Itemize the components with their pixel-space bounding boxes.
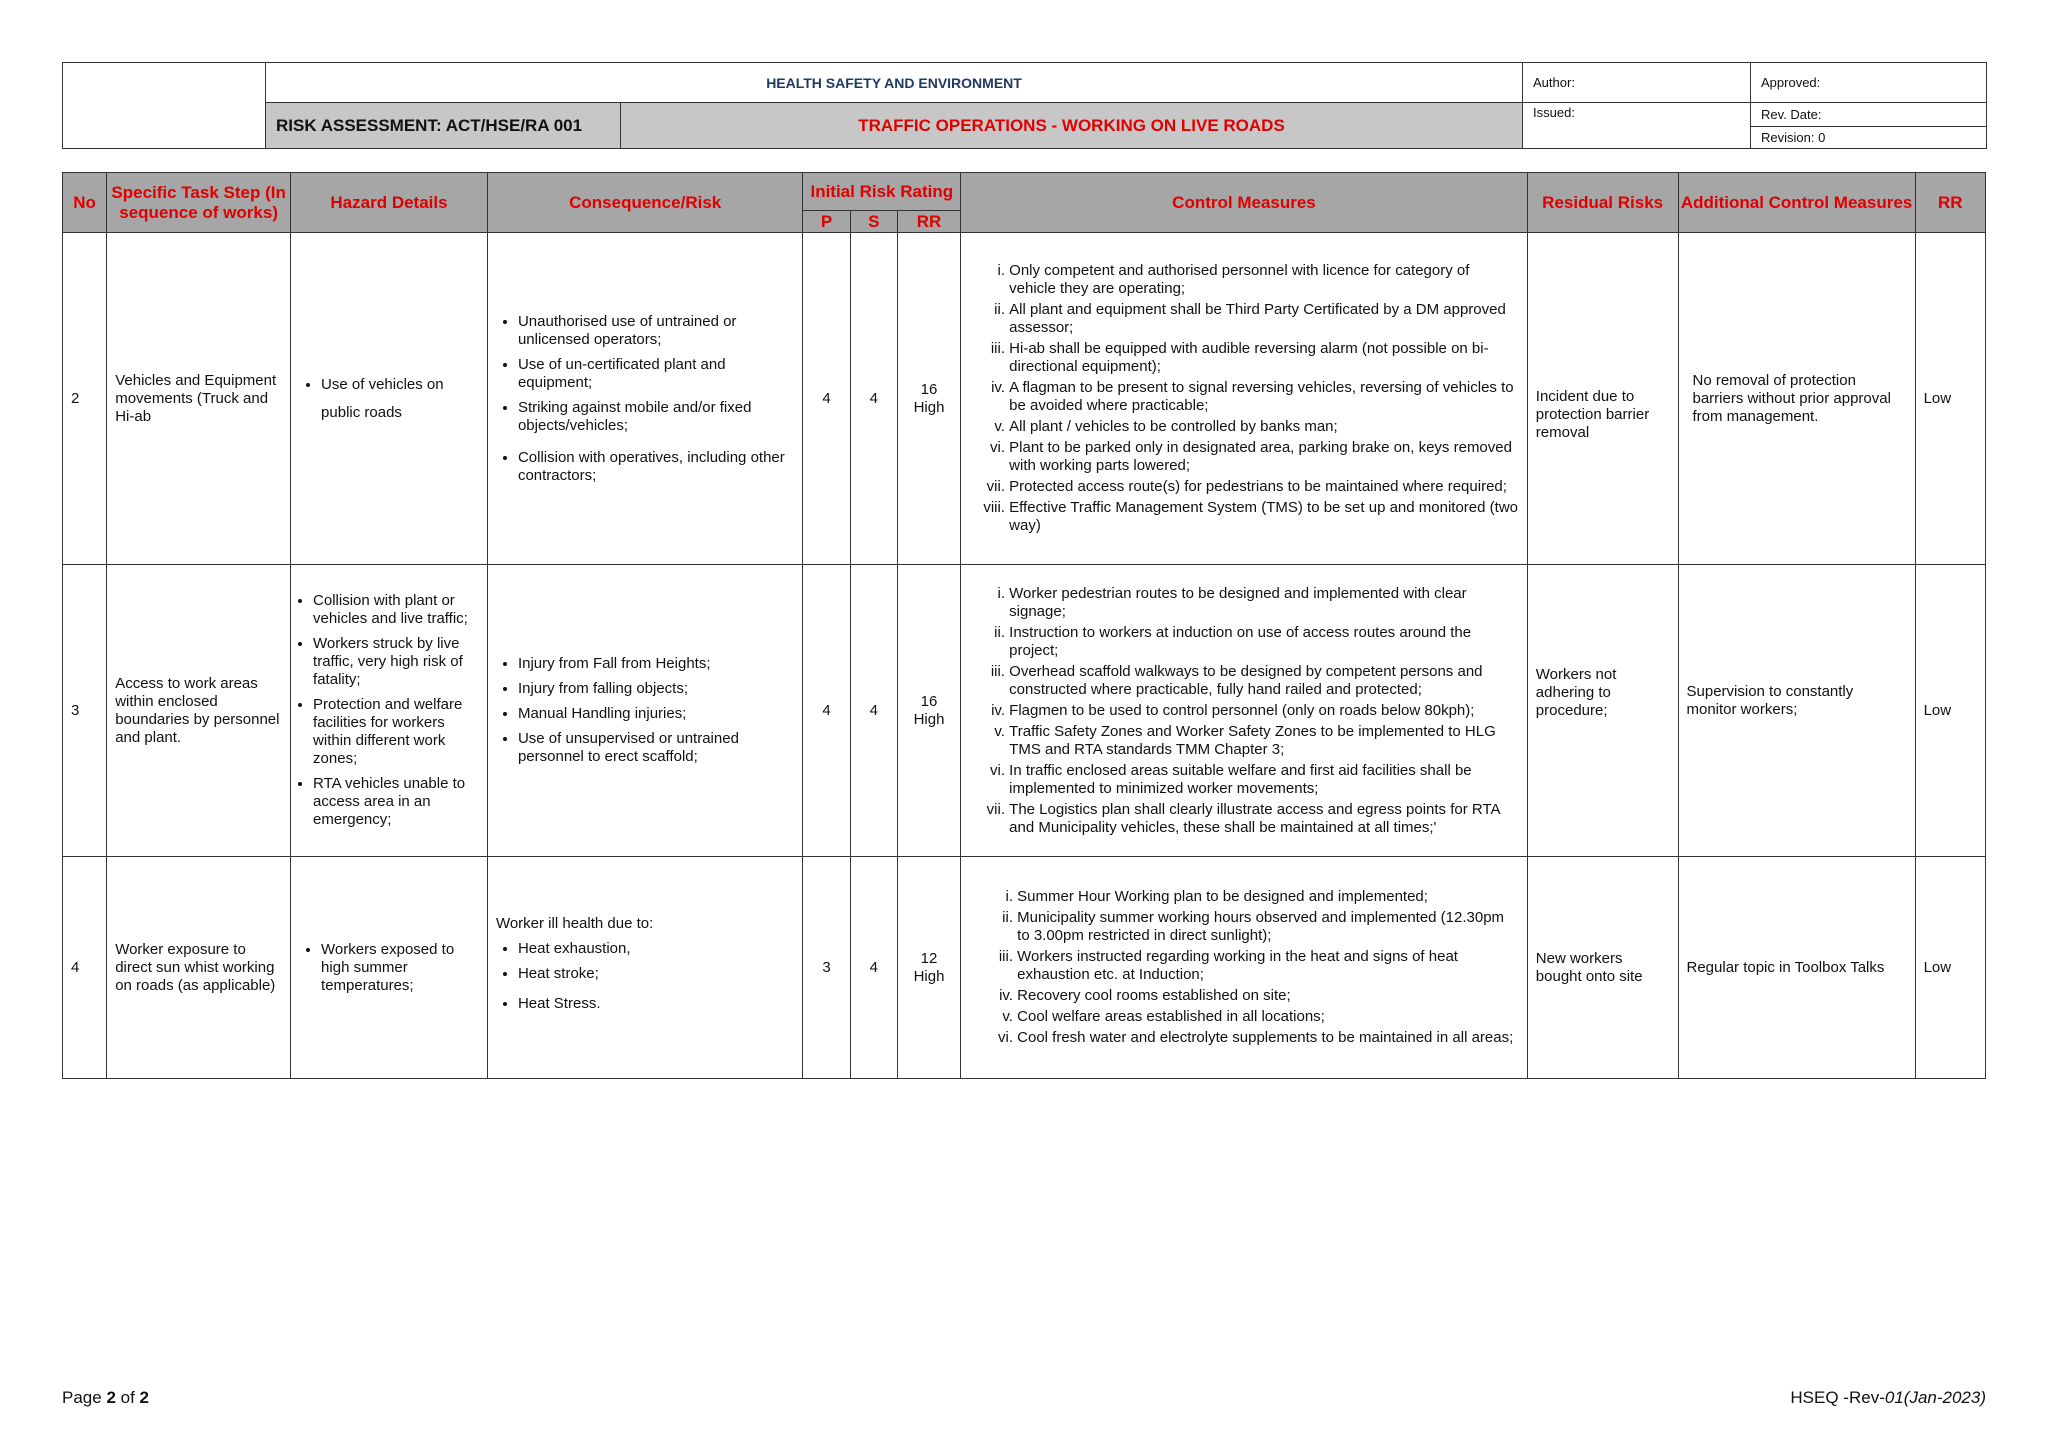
residual-rating: Low [1915, 233, 1985, 565]
hazard-item: • Protection and welfare facilities for workers within different work zones; [313, 696, 479, 768]
department-title: HEALTH SAFETY AND ENVIRONMENT [266, 63, 1523, 103]
risk-rating-level: High [913, 710, 945, 728]
hazard-item: • Workers struck by live traffic, very high risk of fatality; [313, 635, 479, 689]
consequence-item: • Use of unsupervised or untrained personnel to erect scaffold; [518, 730, 794, 766]
control-item: v. All plant / vehicles to be controlled by banks man; [1009, 418, 1519, 436]
risk-rating-value: 16 [920, 380, 938, 398]
consequence-item: • Heat Stress. [518, 995, 794, 1013]
additional-control: Regular topic in Toolbox Talks [1678, 857, 1915, 1079]
control-measures [961, 565, 1528, 857]
additional-control [1678, 233, 1915, 565]
consequence-item: • Manual Handling injuries; [518, 705, 794, 723]
risk-rating-value: 12 [920, 949, 938, 967]
page-prefix: Page [62, 1388, 107, 1407]
consequence-item: • Injury from Fall from Heights; [518, 655, 794, 673]
severity: 4 [850, 233, 897, 565]
control-item: ii. Instruction to workers at induction on use of access routes around the project; [1009, 624, 1519, 660]
issued-field: Issued: [1523, 103, 1751, 149]
table-row [63, 857, 1986, 1079]
risk-rating [897, 565, 960, 857]
document-header [62, 62, 1987, 149]
control-item: i. Only competent and authorised personnel with licence for category of vehicle they are operating; [1009, 262, 1519, 298]
consequence-item: • Use of un-certificated plant and equipment; [518, 356, 794, 392]
task-step: Access to work areas within enclosed boundaries by personnel and plant. [107, 565, 291, 857]
table-row [63, 233, 1986, 565]
control-item: iv. Recovery cool rooms established on site; [1017, 987, 1519, 1005]
page-number [62, 1388, 149, 1408]
risk-rating [897, 857, 960, 1079]
consequence-item: • Heat exhaustion, [518, 940, 794, 958]
probability: 3 [803, 857, 850, 1079]
control-measures [961, 233, 1528, 565]
hazard-item: • Use of vehicles on public roads [321, 371, 479, 427]
col-s: S [850, 211, 897, 233]
revision-field: Revision: 0 [1751, 126, 1987, 148]
control-item: i. Summer Hour Working plan to be designed and implemented; [1017, 888, 1519, 906]
consequence-item: • Unauthorised use of untrained or unlicensed operators; [518, 313, 794, 349]
code-prefix: HSEQ -Rev- [1790, 1388, 1885, 1407]
consequence-item: • Heat stroke; [518, 965, 794, 983]
control-item: i. Worker pedestrian routes to be designed and implemented with clear signage; [1009, 585, 1519, 621]
control-item: v. Cool welfare areas established in all locations; [1017, 1008, 1519, 1026]
risk-assessment-ref: RISK ASSESSMENT: ACT/HSE/RA 001 [266, 103, 621, 149]
page-total: 2 [139, 1388, 149, 1407]
consequence-risk [487, 857, 802, 1079]
consequence-intro: Worker ill health due to: [495, 915, 654, 932]
control-item: vi. Plant to be parked only in designated area, parking brake on, keys removed with working parts lowered; [1009, 439, 1519, 475]
col-no: No [63, 173, 107, 233]
col-hazard: Hazard Details [291, 173, 488, 233]
control-item: iii. Workers instructed regarding working in the heat and signs of heat exhaustion etc. at Induction; [1017, 948, 1519, 984]
severity: 4 [850, 857, 897, 1079]
risk-rating [897, 233, 960, 565]
risk-rating-level: High [913, 967, 945, 985]
control-item: ii. Municipality summer working hours observed and implemented (12.30pm to 3.00pm restricted in direct sunlight); [1017, 909, 1519, 945]
col-additional: Additional Control Measures [1678, 173, 1915, 233]
author-field: Author: [1523, 63, 1751, 103]
consequence-risk [487, 565, 802, 857]
col-p: P [803, 211, 850, 233]
residual-risk: Workers not adhering to procedure; [1527, 565, 1678, 857]
control-item: iii. Overhead scaffold walkways to be designed by competent persons and constructed where practicable, fully hand railed and protected; [1009, 663, 1519, 699]
col-consequence: Consequence/Risk [487, 173, 802, 233]
task-step: Vehicles and Equipment movements (Truck and Hi-ab [107, 233, 291, 565]
severity: 4 [850, 565, 897, 857]
additional-control: Supervision to constantly monitor workers; [1678, 565, 1915, 857]
control-item: v. Traffic Safety Zones and Worker Safety Zones to be implemented to HLG TMS and RTA standards TMM Chapter 3; [1009, 723, 1519, 759]
col-control: Control Measures [961, 173, 1528, 233]
control-item: iii. Hi-ab shall be equipped with audible reversing alarm (not possible on bi-directional equipment); [1009, 340, 1519, 376]
additional-control-text: No removal of protection barriers without prior approval from management. [1692, 371, 1891, 425]
probability: 4 [803, 565, 850, 857]
col-rr-final: RR [1915, 173, 1985, 233]
probability: 4 [803, 233, 850, 565]
rev-date-field: Rev. Date: [1751, 103, 1987, 126]
col-residual: Residual Risks [1527, 173, 1678, 233]
table-row [63, 565, 1986, 857]
control-item: iv. Flagmen to be used to control personnel (only on roads below 80kph); [1009, 702, 1519, 720]
document-code [1790, 1388, 1986, 1408]
control-item: vi. Cool fresh water and electrolyte supplements to be maintained in all areas; [1017, 1029, 1519, 1047]
control-item: ii. All plant and equipment shall be Third Party Certificated by a DM approved assessor; [1009, 301, 1519, 337]
col-initial-risk: Initial Risk Rating [803, 173, 961, 211]
residual-risk-text: Incident due to protection barrier removal [1535, 387, 1650, 441]
page-of: of [115, 1388, 140, 1407]
consequence-risk [487, 233, 802, 565]
approved-field: Approved: [1751, 63, 1987, 103]
risk-rating-level: High [913, 398, 945, 416]
page-current: 2 [106, 1388, 116, 1407]
control-item: iv. A flagman to be present to signal reversing vehicles, reversing of vehicles to be avoided where practicable; [1009, 379, 1519, 415]
control-item: vii. Protected access route(s) for pedestrians to be maintained where required; [1009, 478, 1519, 496]
document-title: TRAFFIC OPERATIONS - WORKING ON LIVE ROADS [621, 103, 1523, 149]
hazard-details [291, 233, 488, 565]
consequence-item: • Collision with operatives, including other contractors; [518, 449, 794, 485]
col-rr: RR [897, 211, 960, 233]
logo-area [63, 63, 266, 149]
task-step: Worker exposure to direct sun whist working on roads (as applicable) [107, 857, 291, 1079]
residual-risk: New workers bought onto site [1527, 857, 1678, 1079]
risk-assessment-table [62, 172, 1986, 1079]
row-number: 3 [63, 565, 107, 857]
residual-risk [1527, 233, 1678, 565]
consequence-item: • Injury from falling objects; [518, 680, 794, 698]
col-task-step: Specific Task Step (In sequence of works) [107, 173, 291, 233]
control-item: vi. In traffic enclosed areas suitable welfare and first aid facilities shall be implemented to minimized worker movements; [1009, 762, 1519, 798]
residual-rating: Low [1915, 565, 1985, 857]
consequence-item: • Striking against mobile and/or fixed objects/vehicles; [518, 399, 794, 435]
hazard-item: • RTA vehicles unable to access area in an emergency; [313, 775, 479, 829]
control-item: viii. Effective Traffic Management System (TMS) to be set up and monitored (two way) [1009, 499, 1519, 535]
control-item: vii. The Logistics plan shall clearly illustrate access and egress points for RTA and Municipality vehicles, these shall be maintained at all times;' [1009, 801, 1519, 837]
hazard-details [291, 857, 488, 1079]
risk-rating-value: 16 [920, 692, 938, 710]
row-number: 2 [63, 233, 107, 565]
hazard-details [291, 565, 488, 857]
control-measures [961, 857, 1528, 1079]
code-suffix: 01(Jan-2023) [1884, 1388, 1986, 1407]
hazard-item: • Workers exposed to high summer temperatures; [321, 941, 479, 995]
row-number: 4 [63, 857, 107, 1079]
residual-rating: Low [1915, 857, 1985, 1079]
hazard-item: • Collision with plant or vehicles and live traffic; [313, 592, 479, 628]
